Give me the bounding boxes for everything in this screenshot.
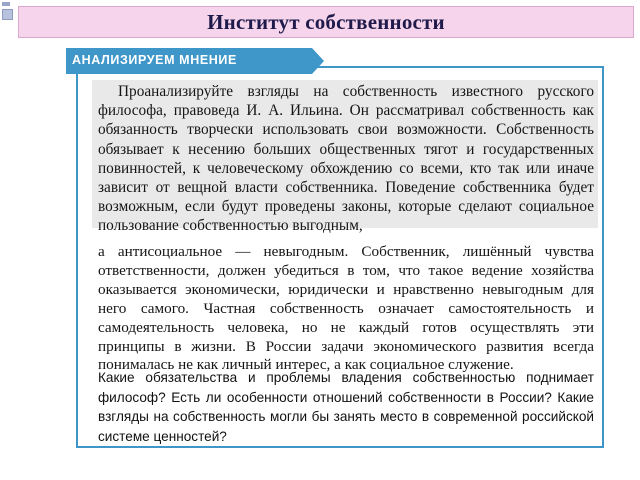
passage-paragraph-top: Проанализируйте взгляды на собственность известного русского философа, правоведа И. А. Ильина. Он рассматривал собственность как обязанность творчески использовать свои возможности. Собственность обязывает к несению больших общественных тягот и государственных повинностей, к человеческому обхождению со всеми, кто так или иначе зависит от вещной власти собственника. Поведение собственника будет возможным, если будут проведены законы, которые сделают социальное пользование собственностью выгодным,	[98, 83, 594, 235]
passage-paragraph-bottom: а антисоциальное — невыгодным. Собственник, лишённый чувства ответственности, должен убедиться в том, что такое ведение хозяйства оказывается экономически, юридически и нравственно невыгодным для него самого. Частная собственность означает самостоятельность и самодеятельность человека, но не каждый готов осуществлять эти принципы в жизни. В России задачи экономического развития всегда понималась не как личный интерес, а как социальное служение.	[98, 243, 594, 374]
section-tab	[66, 48, 326, 74]
corner-decoration	[0, 0, 14, 22]
slide-title: Институт собственности	[207, 9, 445, 34]
discussion-question: Какие обязательства и проблемы владения собственностью поднимает философ? Есть ли особенности отношений собственности в России? Какие взгляды на собственность могли бы занять место в современной российской системе ценностей?	[98, 370, 594, 444]
passage-top	[98, 82, 594, 236]
decor-square	[2, 9, 13, 20]
decor-bar	[2, 2, 10, 6]
section-tab-label: АНАЛИЗИРУЕМ МНЕНИЕ	[72, 53, 237, 67]
title-banner	[18, 6, 634, 38]
